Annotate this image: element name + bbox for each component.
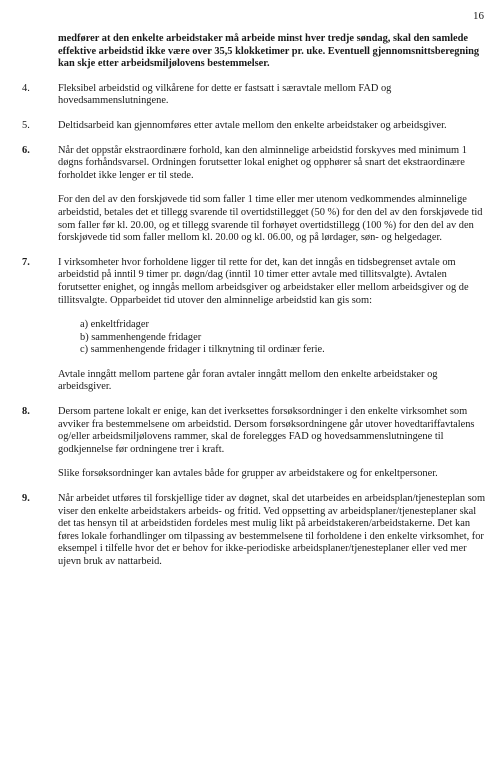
item-paragraph: Når arbeidet utføres til forskjellige tider av døgnet, skal det utarbeides en arbeidsplan/tjenesteplan som viser den enkelte arbeidstakers arbeids- og fritid. Ved oppsetting av arbeidsplaner/tjenesteplaner skal det tas hensyn til at arbeidstiden fordeles mest mulig likt på arbeidstakeren/arbeidstakerne. Det kan føres lokale forhandlinger om tilpassing av bestemmelsene til forholdene i den enkelte virksomhet, for eksempel i tilfelle hvor det er behov for ikke-periodiske arbeidsplaner/tjenesteplaner eller ved mer ujevn bruk av nattarbeid. — [58, 493, 486, 567]
item-paragraph: Når det oppstår ekstraordinære forhold, kan den alminnelige arbeidstid forskyves med minimum 1 døgns forhåndsvarsel. Ordningen forutsetter lokal enighet og opphører så snart det ekstraordinære forholdet ikke lenger er til stede. — [58, 144, 467, 181]
document-body — [22, 33, 488, 581]
item-paragraph: Deltidsarbeid kan gjennomføres etter avtale mellom den enkelte arbeidstaker og arbeidsgiver. — [58, 119, 447, 131]
item-8 — [22, 406, 488, 481]
continuation-paragraph: medfører at den enkelte arbeidstaker må arbeide minst hver tredje søndag, skal den samlede effektive arbeidstid ikke være over 35,5 klokketimer pr. uke. Eventuell gjennomsnittsberegning kan skje etter arbeidsmiljølovens bestemmelser. — [58, 33, 480, 70]
item-6 — [22, 145, 488, 245]
item-number: 4. — [22, 82, 30, 94]
item-paragraph: I virksomheter hvor forholdene ligger til rette for det, kan det inngås en tidsbegrenset avtale om arbeidstid på inntil 9 timer pr. døgn/dag (inntil 10 timer etter avtale med tillitsvalgte). Avtalen forutsetter enighet, og inngås mellom arbeidsgiver og arbeidstaker eller mellom arbeidsgiver og de tillitsvalgte. Opparbeidet tid utover den alminnelige arbeidstid kan gis som: — [58, 256, 469, 306]
item-paragraph: Slike forsøksordninger kan avtales både for grupper av arbeidstakere og for enkeltpersoner. — [58, 468, 438, 480]
item-number: 9. — [22, 493, 30, 505]
item-number: 5. — [22, 119, 30, 131]
list-item: c) sammenhengende fridager i tilknytning til ordinær ferie. — [80, 344, 325, 356]
item-5 — [22, 120, 488, 133]
item-4 — [22, 83, 488, 108]
list-item: b) sammenhengende fridager — [80, 331, 202, 343]
page-number: 16 — [473, 10, 484, 22]
list-item: a) enkeltfridager — [80, 319, 149, 331]
item-paragraph: Avtale inngått mellom partene går foran avtaler inngått mellom den enkelte arbeidstaker og arbeidsgiver. — [58, 368, 438, 393]
item-9 — [22, 493, 488, 569]
item-number: 7. — [22, 256, 30, 268]
item-paragraph: Fleksibel arbeidstid og vilkårene for dette er fastsatt i særavtale mellom FAD og hovedsammenslutningene. — [58, 82, 392, 107]
item-number: 6. — [22, 144, 30, 156]
item-paragraph: For den del av den forskjøvede tid som faller 1 time eller mer utenom vedkommendes alminnelige arbeidstid, betales det et tillegg svarende til overtidstillegget (50 %) for den del av den forskjøvede tid som faller før kl. 20.00, og et tillegg svarende til forhøyet overtidstillegg (100 %) for den del av den forskjøvede tid som faller mellom kl. 20.00 og kl. 06.00, og på lørdager, søn- og helgedager. — [58, 194, 483, 244]
sub-list — [80, 319, 488, 357]
item-paragraph: Dersom partene lokalt er enige, kan det iverksettes forsøksordninger i den enkelte virksomhet som avviker fra bestemmelsene om arbeidstid. Dersom forsøksordningene går utover hovedtariffavtalens og/eller arbeidsmiljølovens rammer, skal de forelegges FAD og hovedsammenslutningene til godkjennelse før ordningene trer i kraft. — [58, 406, 475, 455]
item-number: 8. — [22, 406, 30, 418]
item-7 — [22, 257, 488, 394]
